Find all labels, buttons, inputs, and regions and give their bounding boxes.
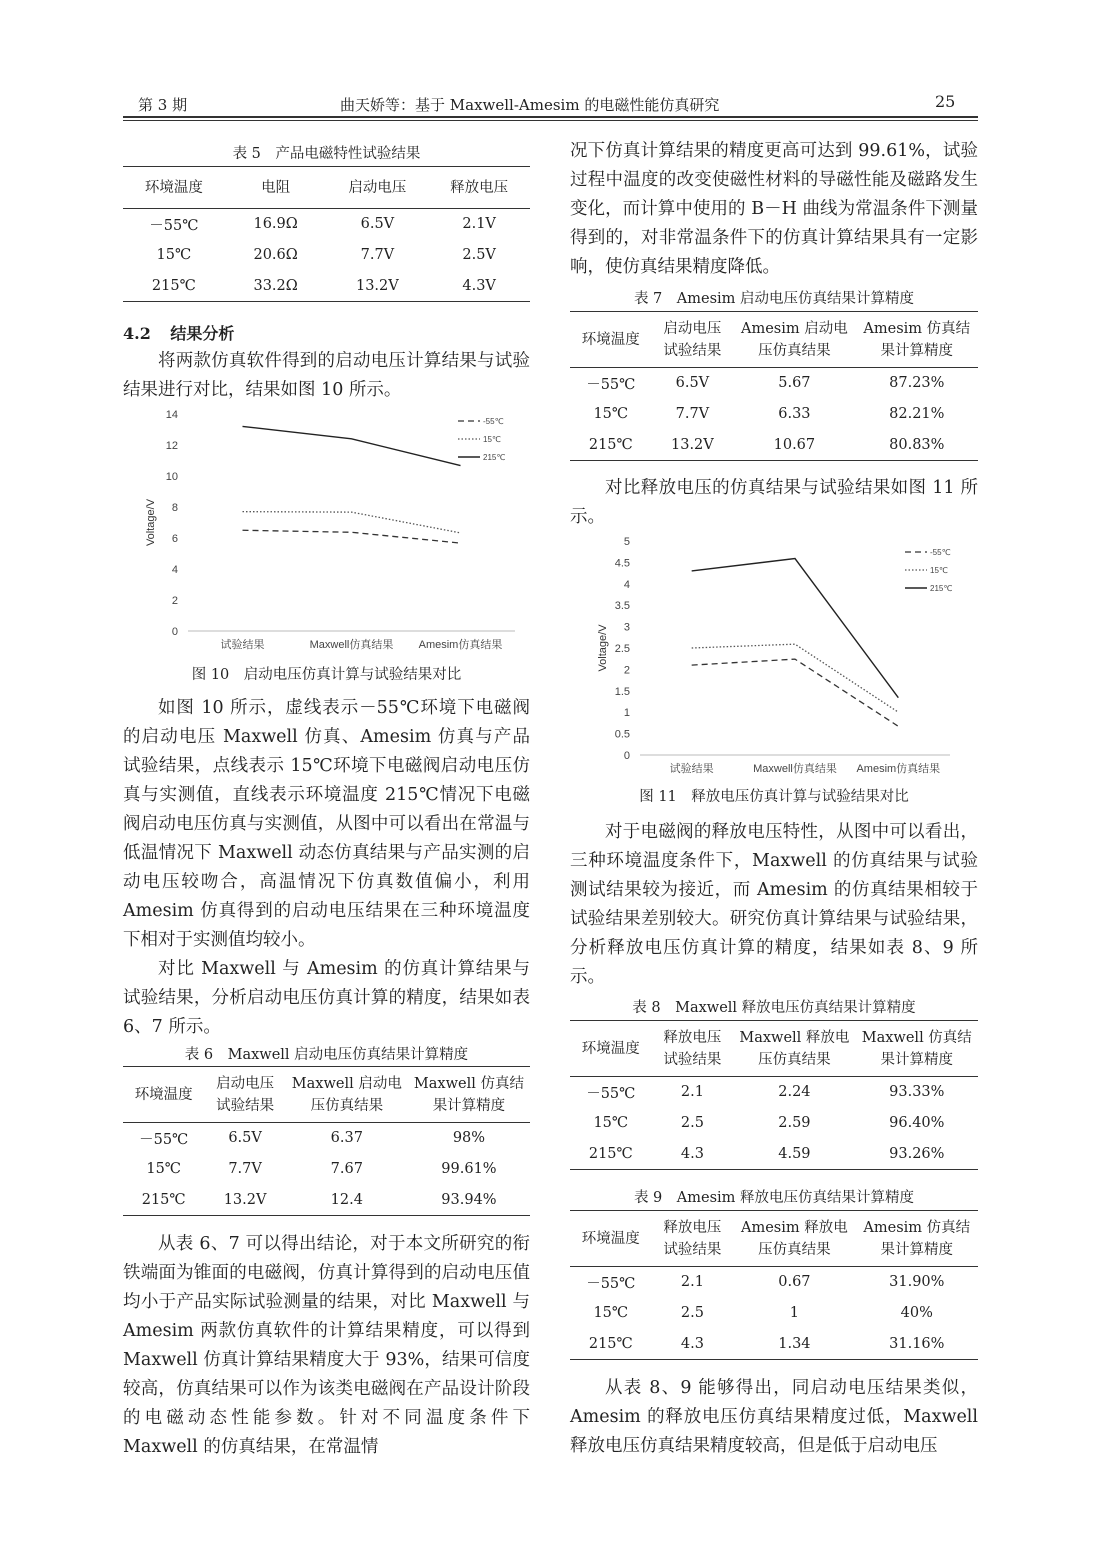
table7-caption: 表 7 Amesim 启动电压仿真结果计算精度 — [633, 291, 915, 307]
table8-header-cell: Maxwell 释放电压仿真结果 — [739, 1029, 850, 1068]
table5-cell: －55℃ — [149, 217, 199, 234]
table7-header-cell: 环境温度 — [581, 331, 640, 348]
table9-header-cell: 释放电压试验结果 — [663, 1219, 722, 1258]
table-row — [123, 240, 530, 271]
table9-header-cell: Amesim 仿真结果计算精度 — [863, 1219, 971, 1258]
legend-label: 215℃ — [930, 584, 953, 593]
table8-cell: 93.26% — [889, 1145, 945, 1162]
table-row — [570, 1108, 978, 1139]
table9-cell: 2.1 — [680, 1274, 704, 1291]
right-paragraph-1: 况下仿真计算结果的精度更高可达到 99.61%，试验过程中温度的改变使磁性材料的导磁性能及磁路发生变化，而计算中使用的 B－H 曲线为常温条件下测量得到的，对非常温条件下的仿真计算结果具有一定影响，使仿真结果精度降低。 — [570, 141, 978, 277]
table8-cell: 96.40% — [889, 1115, 945, 1131]
table8 — [570, 1020, 978, 1170]
table-row — [570, 1298, 978, 1329]
y-tick-label: 12 — [165, 440, 178, 452]
table8-cell: 4.3 — [680, 1145, 704, 1162]
y-tick-label: 2 — [623, 664, 630, 677]
header-rule-thin — [123, 120, 978, 121]
table-row — [570, 1267, 978, 1298]
y-tick-label: 4 — [171, 564, 178, 576]
table7-cell: 10.67 — [773, 436, 816, 453]
table-row — [570, 368, 978, 399]
table8-cell: 15℃ — [593, 1115, 629, 1131]
table9-cell: 1.34 — [778, 1335, 811, 1352]
y-tick-label: 14 — [165, 409, 178, 421]
x-tick-label: 试验结果 — [669, 763, 714, 775]
table6-cell: 13.2V — [223, 1191, 267, 1208]
table5 — [123, 166, 530, 302]
table5-cell: 16.9Ω — [253, 216, 298, 233]
table6-header-cell: 环境温度 — [134, 1086, 193, 1103]
table8-cell: 2.5 — [680, 1115, 704, 1131]
table6-cell: 215℃ — [141, 1191, 186, 1208]
table7-cell: 15℃ — [593, 406, 629, 422]
table6-header-cell: 启动电压试验结果 — [216, 1075, 275, 1114]
table7-cell: －55℃ — [586, 376, 636, 393]
left-paragraph-4: 从表 6、7 可以得出结论，对于本文所研究的衔铁端面为锥面的电磁阀，仿真计算得到的启动电压值均小于产品实际试验测量的结果，对比 Maxwell 与 Amesim 两款仿真软件的计算结果精度，可以得到 Maxwell 仿真计算结果精度大于 93%，结果可信度较高，仿真结果可以作为该类电磁阀在产品设计阶段的电磁动态性能参数。针对不同温度条件下 Maxwell 的仿真结果，在常温情 — [123, 1234, 530, 1457]
series-line--55℃ — [692, 659, 899, 726]
table8-caption: 表 8 Maxwell 释放电压仿真结果计算精度 — [632, 1000, 916, 1016]
table9-caption: 表 9 Amesim 释放电压仿真结果计算精度 — [633, 1190, 915, 1206]
y-tick-label: 0 — [171, 626, 178, 638]
table-row — [570, 1139, 978, 1170]
table6-cell: 7.67 — [330, 1161, 363, 1177]
section-title: 结果分析 — [170, 324, 235, 343]
table-row — [570, 430, 978, 461]
table9-cell: 0.67 — [778, 1274, 811, 1291]
y-tick-label: 10 — [165, 471, 178, 483]
table9-cell: 215℃ — [588, 1335, 633, 1352]
table7-cell: 7.7V — [675, 406, 710, 422]
table5-header-cell: 启动电压 — [348, 179, 407, 196]
table7-cell: 87.23% — [889, 375, 945, 392]
table5-cell: 20.6Ω — [253, 247, 298, 263]
table9-cell: 2.5 — [680, 1305, 704, 1321]
x-tick-label: Maxwell仿真结果 — [753, 763, 837, 775]
series-line-15℃ — [692, 644, 899, 712]
table7-cell: 6.5V — [675, 375, 710, 392]
table6-header-cell: Maxwell 启动电压仿真结果 — [291, 1075, 402, 1114]
table7-cell: 6.33 — [778, 406, 811, 422]
figure-10-chart — [123, 404, 530, 657]
table-row — [123, 271, 530, 302]
table7-cell: 80.83% — [889, 436, 945, 453]
table6-cell: 15℃ — [146, 1161, 182, 1177]
table5-header-cell: 环境温度 — [144, 179, 203, 196]
x-tick-label: Maxwell仿真结果 — [309, 639, 394, 651]
right-paragraph-2: 对比释放电压的仿真结果与试验结果如图 11 所示。 — [570, 478, 978, 527]
y-axis-label: Voltage/V — [597, 624, 609, 672]
y-tick-label: 8 — [171, 502, 178, 514]
table8-cell: 2.1 — [680, 1084, 704, 1101]
legend-label: -55℃ — [483, 417, 504, 426]
table6-cell: 93.94% — [441, 1191, 497, 1208]
y-tick-label: 3 — [623, 621, 630, 634]
table8-cell: 4.59 — [778, 1145, 811, 1162]
series-line--55℃ — [243, 530, 461, 543]
figure-11-chart — [570, 531, 978, 781]
figure-10-svg — [123, 404, 530, 657]
figure-10-caption: 图 10 启动电压仿真计算与试验结果对比 — [191, 667, 462, 683]
table-row — [570, 1077, 978, 1108]
table7-cell: 215℃ — [588, 436, 633, 453]
table5-header-cell: 释放电压 — [450, 179, 509, 196]
table7-header-cell: Amesim 启动电压仿真结果 — [741, 320, 848, 359]
table6 — [123, 1066, 530, 1216]
legend-label: -55℃ — [930, 548, 951, 557]
left-paragraph-1: 将两款仿真软件得到的启动电压计算结果与试验结果进行对比，结果如图 10 所示。 — [123, 351, 530, 400]
table7-cell: 82.21% — [889, 406, 945, 422]
x-tick-label: 试验结果 — [220, 639, 265, 651]
table9-cell: －55℃ — [586, 1275, 636, 1292]
table8-header-cell: Maxwell 仿真结果计算精度 — [861, 1029, 972, 1068]
table5-caption: 表 5 产品电磁特性试验结果 — [232, 146, 421, 162]
table5-cell: 215℃ — [151, 277, 196, 294]
right-paragraph-4: 从表 8、9 能够得出，同启动电压结果类似，Amesim 的释放电压仿真结果精度过低，Maxwell 释放电压仿真结果精度较高，但是低于启动电压 — [570, 1378, 978, 1456]
y-tick-label: 0 — [623, 750, 630, 762]
y-tick-label: 0.5 — [614, 728, 630, 741]
table8-cell: 215℃ — [588, 1145, 633, 1162]
table6-cell: 98% — [452, 1130, 486, 1147]
table9-cell: 40% — [900, 1305, 933, 1321]
table7-header-cell: 启动电压试验结果 — [663, 320, 722, 359]
table6-cell: 7.7V — [228, 1161, 262, 1177]
running-title: 曲天娇等：基于 Maxwell-Amesim 的电磁性能仿真研究 — [340, 96, 720, 114]
table5-header-cell: 电阻 — [261, 179, 291, 196]
table9-cell: 1 — [789, 1305, 799, 1321]
legend-label: 15℃ — [930, 566, 948, 575]
table8-cell: 2.24 — [778, 1084, 811, 1101]
table9 — [570, 1210, 978, 1360]
table6-cell: 6.5V — [228, 1130, 262, 1147]
table-row — [570, 399, 978, 430]
series-line-215℃ — [692, 559, 899, 698]
table7 — [570, 311, 978, 461]
table9-header-cell: Amesim 释放电压仿真结果 — [741, 1219, 848, 1258]
table7-header-cell: Amesim 仿真结果计算精度 — [863, 320, 971, 359]
y-tick-label: 2 — [171, 595, 178, 607]
table-row — [570, 1329, 978, 1360]
y-tick-label: 1.5 — [614, 685, 630, 698]
section-number: 4.2 — [123, 324, 151, 343]
table8-header-cell: 环境温度 — [581, 1040, 640, 1057]
left-paragraph-2: 如图 10 所示，虚线表示－55℃环境下电磁阀的启动电压 Maxwell 仿真、Amesim 仿真与产品试验结果，点线表示 15℃环境下电磁阀启动电压仿真与实测值，直线表示环境温度 215℃情况下电磁阀启动电压仿真与实测值，从图中可以看出在常温与低温情况下 Maxwell 动态仿真结果与产品实测的启动电压较吻合，高温情况下仿真数值偏小，利用 Amesim 仿真得到的启动电压结果在三种环境温度下相对于实测值均较小。 — [123, 698, 530, 950]
table5-cell: 4.3V — [462, 277, 496, 294]
y-tick-label: 4.5 — [614, 557, 630, 570]
table9-cell: 31.90% — [889, 1274, 945, 1291]
table9-cell: 4.3 — [680, 1335, 704, 1352]
y-axis-label: Voltage/V — [145, 498, 157, 547]
table8-cell: 2.59 — [778, 1115, 811, 1131]
series-line-15℃ — [243, 512, 461, 533]
table6-caption: 表 6 Maxwell 启动电压仿真结果计算精度 — [184, 1047, 469, 1063]
table6-header-cell: Maxwell 仿真结果计算精度 — [413, 1075, 524, 1114]
left-paragraph-3: 对比 Maxwell 与 Amesim 的仿真计算结果与试验结果，分析启动电压仿真计算的精度，结果如表 6、7 所示。 — [123, 959, 530, 1037]
issue-number: 第 3 期 — [138, 96, 188, 114]
table-row — [123, 209, 530, 240]
y-tick-label: 4 — [623, 578, 630, 591]
table6-cell: 99.61% — [441, 1161, 497, 1177]
table9-cell: 31.16% — [889, 1335, 945, 1352]
y-tick-label: 6 — [171, 533, 178, 545]
y-tick-label: 3.5 — [614, 600, 630, 613]
table7-cell: 13.2V — [671, 436, 714, 453]
right-paragraph-3: 对于电磁阀的释放电压特性，从图中可以看出，三种环境温度条件下，Maxwell 的仿真结果与试验测试结果较为接近，而 Amesim 的仿真结果相较于试验结果差别较大。研究仿真计算结果与试验结果，分析释放电压仿真计算的精度，结果如表 8、9 所示。 — [570, 822, 978, 987]
legend-label: 215℃ — [483, 453, 506, 462]
table-row — [123, 1154, 530, 1185]
table5-cell: 2.5V — [462, 247, 496, 263]
table5-cell: 13.2V — [355, 277, 399, 294]
figure-11-caption: 图 11 释放电压仿真计算与试验结果对比 — [639, 789, 909, 805]
table5-cell: 7.7V — [360, 247, 395, 263]
table9-cell: 15℃ — [593, 1305, 629, 1321]
table-row — [123, 1123, 530, 1154]
table6-cell: 6.37 — [330, 1130, 363, 1147]
table8-cell: －55℃ — [586, 1085, 636, 1102]
table6-cell: －55℃ — [139, 1131, 189, 1148]
page-number: 25 — [935, 92, 956, 111]
table5-cell: 15℃ — [156, 247, 192, 263]
section-heading — [123, 321, 234, 344]
y-tick-label: 2.5 — [614, 643, 630, 655]
series-line-215℃ — [243, 426, 461, 465]
table8-cell: 93.33% — [889, 1084, 945, 1101]
y-tick-label: 1 — [623, 707, 630, 720]
figure-11-svg — [570, 531, 978, 781]
table5-cell: 2.1V — [462, 216, 496, 233]
table7-cell: 5.67 — [778, 375, 811, 392]
header-rule — [123, 116, 978, 118]
table6-cell: 12.4 — [330, 1191, 363, 1208]
legend-label: 15℃ — [483, 435, 501, 444]
x-tick-label: Amesim仿真结果 — [418, 639, 503, 651]
table8-header-cell: 释放电压试验结果 — [663, 1029, 722, 1068]
table-row — [123, 1185, 530, 1216]
x-tick-label: Amesim仿真结果 — [856, 763, 941, 775]
table9-header-cell: 环境温度 — [581, 1230, 640, 1247]
y-tick-label: 5 — [623, 536, 630, 548]
table5-cell: 6.5V — [360, 216, 395, 233]
table5-cell: 33.2Ω — [253, 277, 298, 294]
